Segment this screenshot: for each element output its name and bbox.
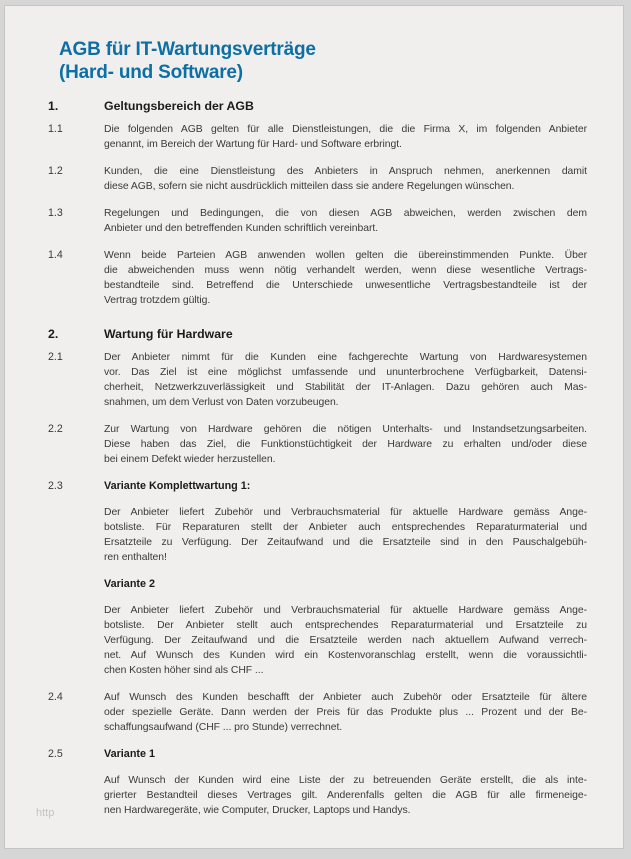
clause-number: 2.2: [48, 423, 63, 435]
document-title-line1: AGB für IT-Wartungsverträge: [59, 39, 316, 60]
clause-row-1-1: [48, 122, 587, 152]
document-content: [5, 6, 623, 818]
clause-text: Der Anbieter liefert Zubehör und Verbrauchsmaterial für aktuelle Hardware gemäss Ange- botsliste. Der Anbieter stellt auch entsprechendes Reparaturmaterial und Ersatzteile zu Verfügung. Der Zeitaufwand und die Ersatzteile werden nach aktuellem Aufwand verrech- net. Auf Wunsch des Kunden wird ein Kostenvoranschlag erstellt, wenn die voraussichtli- chen Kosten höher sind als CHF ...: [104, 605, 587, 676]
clause-number: 1.3: [48, 207, 63, 219]
clause-text: Kunden, die eine Dienstleistung des Anbieters in Anspruch nehmen, anerkennen damit diese AGB, sofern sie nicht ausdrücklich mitteilen dass sie andere Regelungen wünschen.: [104, 166, 587, 192]
clause-number: 1.2: [48, 165, 63, 177]
section-1-heading-row: [48, 98, 587, 114]
clause-number-spacer: [48, 505, 104, 565]
clause-number: 2.4: [48, 691, 63, 703]
section-heading: Wartung für Hardware: [104, 327, 233, 341]
clause-row-2-3-text: [48, 505, 587, 565]
clause-text: Auf Wunsch der Kunden wird eine Liste der zu betreuenden Geräte erstellt, die als inte- grierter Bestandteil dieses Vertrages gilt. Anderenfalls gelten die AGB für alle firmeneige- nen Hardwaregeräte, wie Computer, Drucker, Laptops und Handys.: [104, 775, 587, 816]
section-number: 1.: [48, 99, 59, 113]
clause-number: 2.1: [48, 351, 63, 363]
document-title: [59, 38, 587, 84]
section-heading: Geltungsbereich der AGB: [104, 99, 254, 113]
clause-row-2-4: [48, 690, 587, 735]
variant-subheading: Variante Komplettwartung 1:: [104, 480, 251, 492]
section-2-heading-row: [48, 326, 587, 342]
variant-2-heading-row: [48, 577, 587, 592]
document-title-line2: (Hard- und Software): [59, 62, 243, 83]
clause-number-spacer: [48, 577, 104, 592]
clause-row-2-5-heading: [48, 747, 587, 762]
clause-number-spacer: [48, 773, 104, 818]
clause-row-2-3-heading: [48, 479, 587, 494]
clause-text: Der Anbieter nimmt für die Kunden eine fachgerechte Wartung von Hardwaresystemen vor. Das Ziel ist eine möglichst umfassende und ununterbrochene Verfügbarkeit, Datensi- cherheit, Netzwerkzuverlässigkeit und Stabilität der IT-Anlagen. Dazu gehören auch Mas- snahmen, um dem Verlust von Daten vorzubeugen.: [104, 352, 587, 408]
variant-2-text-row: [48, 603, 587, 678]
clause-text: Der Anbieter liefert Zubehör und Verbrauchsmaterial für aktuelle Hardware gemäss Ange- botsliste. Für Reparaturen stellt der Anbieter auch entsprechendes Reparaturmaterial und Ersatzteile zu Verfügung. Der Zeitaufwand und die Ersatzteile sind in den Pauschalgebüh- ren enthalten!: [104, 507, 587, 563]
clause-number: 1.1: [48, 123, 63, 135]
document-page: [4, 5, 624, 849]
variant-subheading: Variante 2: [104, 578, 156, 590]
clause-row-2-1: [48, 350, 587, 410]
clause-text: Auf Wunsch des Kunden beschafft der Anbieter auch Zubehör oder Ersatzteile für ältere oder spezielle Geräte. Dann werden der Preis für das Produkte plus ... Prozent und der Be- schaffungsaufwand (CHF ... pro Stunde) verrechnet.: [104, 692, 587, 733]
clause-row-1-2: [48, 164, 587, 194]
watermark-text: http: [36, 807, 55, 819]
variant-subheading: Variante 1: [104, 748, 156, 760]
section-number: 2.: [48, 327, 59, 341]
clause-text: Regelungen und Bedingungen, die von diesen AGB abweichen, werden zwischen dem Anbieter und den betreffenden Kunden schriftlich vereinbart.: [104, 208, 587, 234]
clause-row-2-5-text: [48, 773, 587, 818]
clause-row-1-4: [48, 248, 587, 308]
clause-number-spacer: [48, 603, 104, 678]
clause-number: 1.4: [48, 249, 63, 261]
clause-number: 2.5: [48, 748, 63, 760]
clause-row-1-3: [48, 206, 587, 236]
clause-number: 2.3: [48, 480, 63, 492]
clause-text: Wenn beide Parteien AGB anwenden wollen gelten die übereinstimmenden Punkte. Über die abweichenden muss wenn nötig verhandelt werden, wenn diese wesentliche Vertrags- bestandteile sind. Betreffend die Unterschiede unwesentliche Vertragsbestandteile ist der Vertrag trotzdem gültig.: [104, 250, 587, 306]
clause-text: Die folgenden AGB gelten für alle Dienstleistungen, die die Firma X, im folgenden Anbieter genannt, im Bereich der Wartung für Hard- und Software erbringt.: [104, 124, 587, 150]
clause-text: Zur Wartung von Hardware gehören die nötigen Unterhalts- und Instandsetzungsarbeiten. Diese haben das Ziel, die Funktionstüchtigkeit der Hardware zu erhalten und/oder diese bei einem Defekt wieder herzustellen.: [104, 424, 587, 465]
clause-row-2-2: [48, 422, 587, 467]
